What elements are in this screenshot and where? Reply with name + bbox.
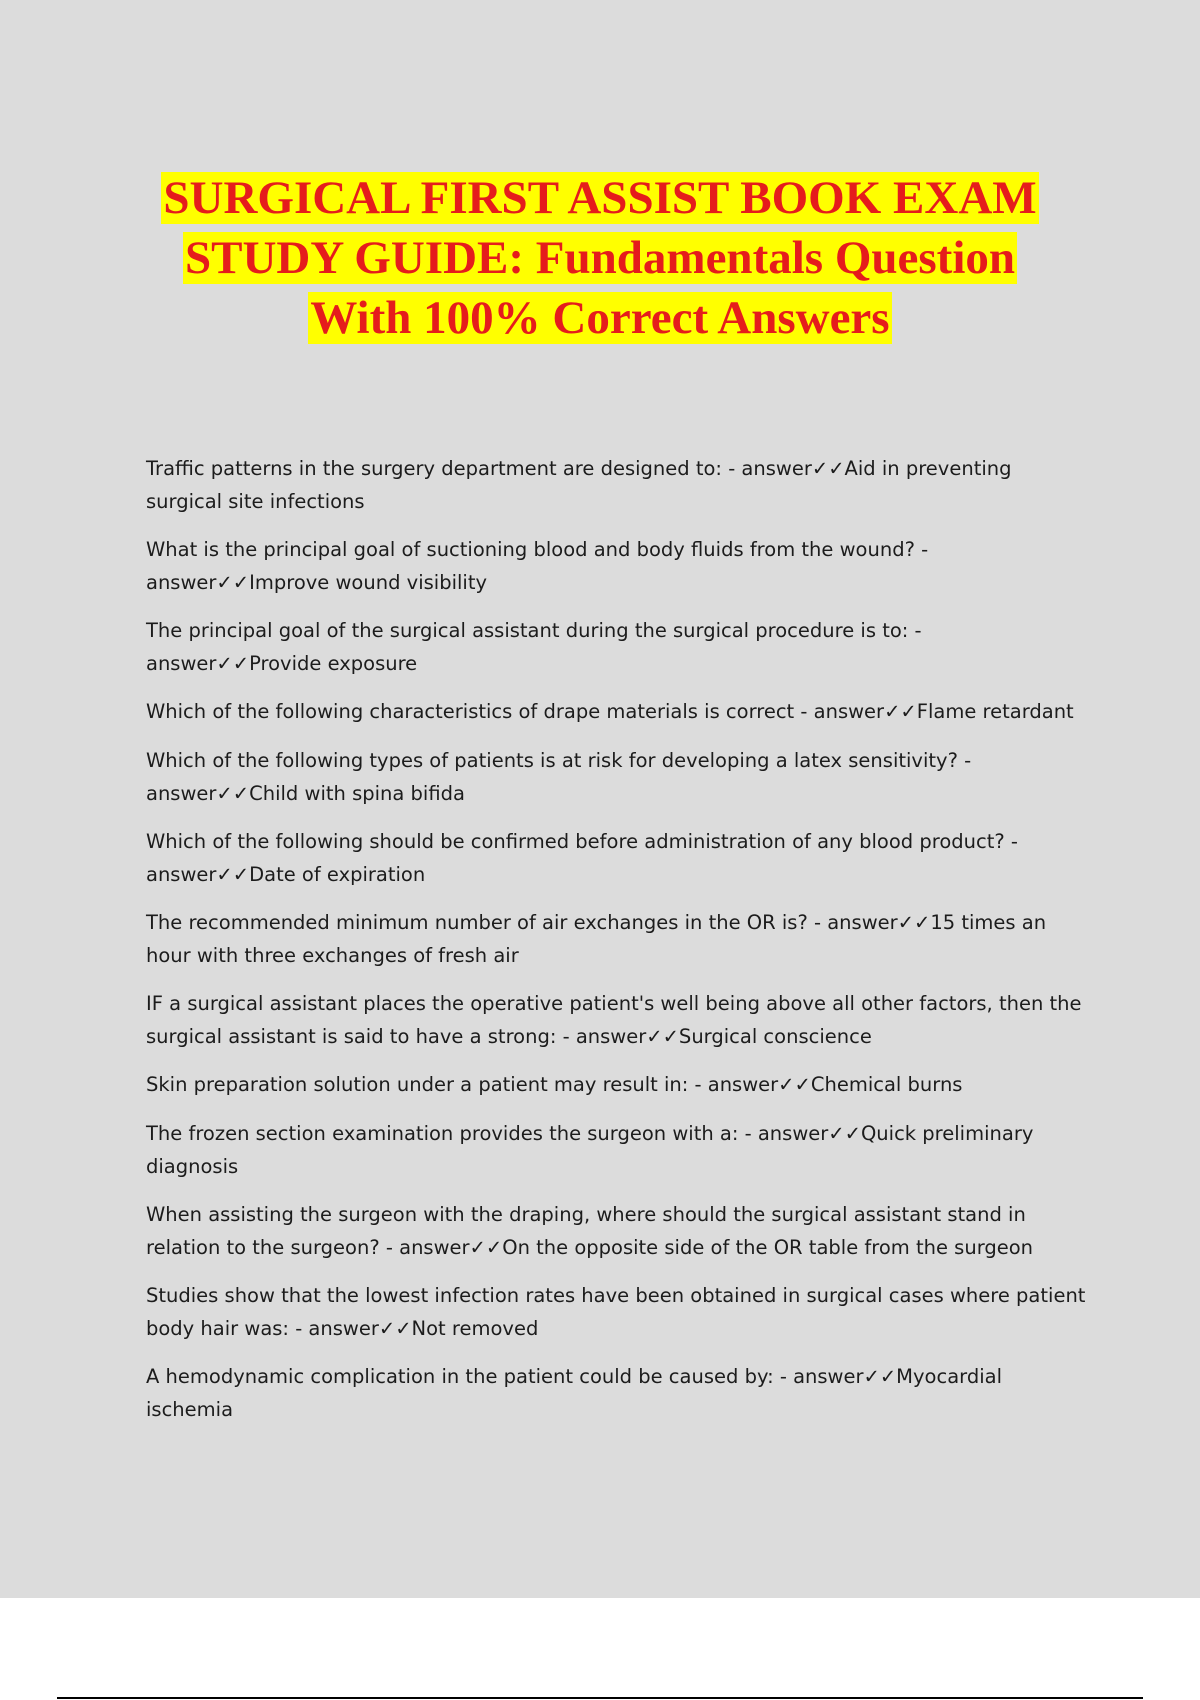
question-answer-item: Traffic patterns in the surgery department are designed to: - answer✓✓Aid in preventing surgical site infections: [146, 457, 1012, 513]
title-line: [308, 288, 891, 348]
question-answer-item: Skin preparation solution under a patient may result in: - answer✓✓Chemical burns: [146, 1073, 963, 1096]
footer-divider: [57, 1697, 1143, 1699]
document-title: [0, 168, 1200, 348]
question-answer-item: Which of the following types of patients is at risk for developing a latex sensitivity? - answer✓✓Child with spina bifida: [146, 749, 972, 805]
title-line: [161, 168, 1038, 228]
question-answer-item: When assisting the surgeon with the draping, where should the surgical assistant stand in relation to the surgeon? - answer✓✓On the opposite side of the OR table from the surgeon: [146, 1203, 1034, 1259]
question-answer-item: The recommended minimum number of air exchanges in the OR is? - answer✓✓15 times an hour with three exchanges of fresh air: [146, 911, 1047, 967]
question-answer-item: A hemodynamic complication in the patient could be caused by: - answer✓✓Myocardial ischemia: [146, 1365, 1002, 1421]
question-answer-list: [146, 452, 1091, 1441]
title-line-text: STUDY GUIDE: Fundamentals Question: [184, 232, 1016, 284]
question-answer-item: The frozen section examination provides the surgeon with a: - answer✓✓Quick preliminary diagnosis: [146, 1122, 1034, 1178]
title-line-text: SURGICAL FIRST ASSIST BOOK EXAM: [163, 172, 1037, 224]
title-line: [183, 228, 1017, 288]
question-answer-item: Which of the following characteristics of drape materials is correct - answer✓✓Flame retardant: [146, 700, 1074, 723]
question-answer-item: What is the principal goal of suctioning blood and body fluids from the wound? - answer✓✓Improve wound visibility: [146, 538, 929, 594]
question-answer-item: IF a surgical assistant places the operative patient's well being above all other factors, then the surgical assistant is said to have a strong: - answer✓✓Surgical conscience: [146, 992, 1082, 1048]
question-answer-item: Which of the following should be confirmed before administration of any blood product? - answer✓✓Date of expiration: [146, 830, 1018, 886]
question-answer-item: Studies show that the lowest infection rates have been obtained in surgical cases where patient body hair was: - answer✓✓Not removed: [146, 1284, 1086, 1340]
title-line-text: With 100% Correct Answers: [310, 292, 890, 344]
question-answer-item: The principal goal of the surgical assistant during the surgical procedure is to: - answer✓✓Provide exposure: [146, 619, 922, 675]
